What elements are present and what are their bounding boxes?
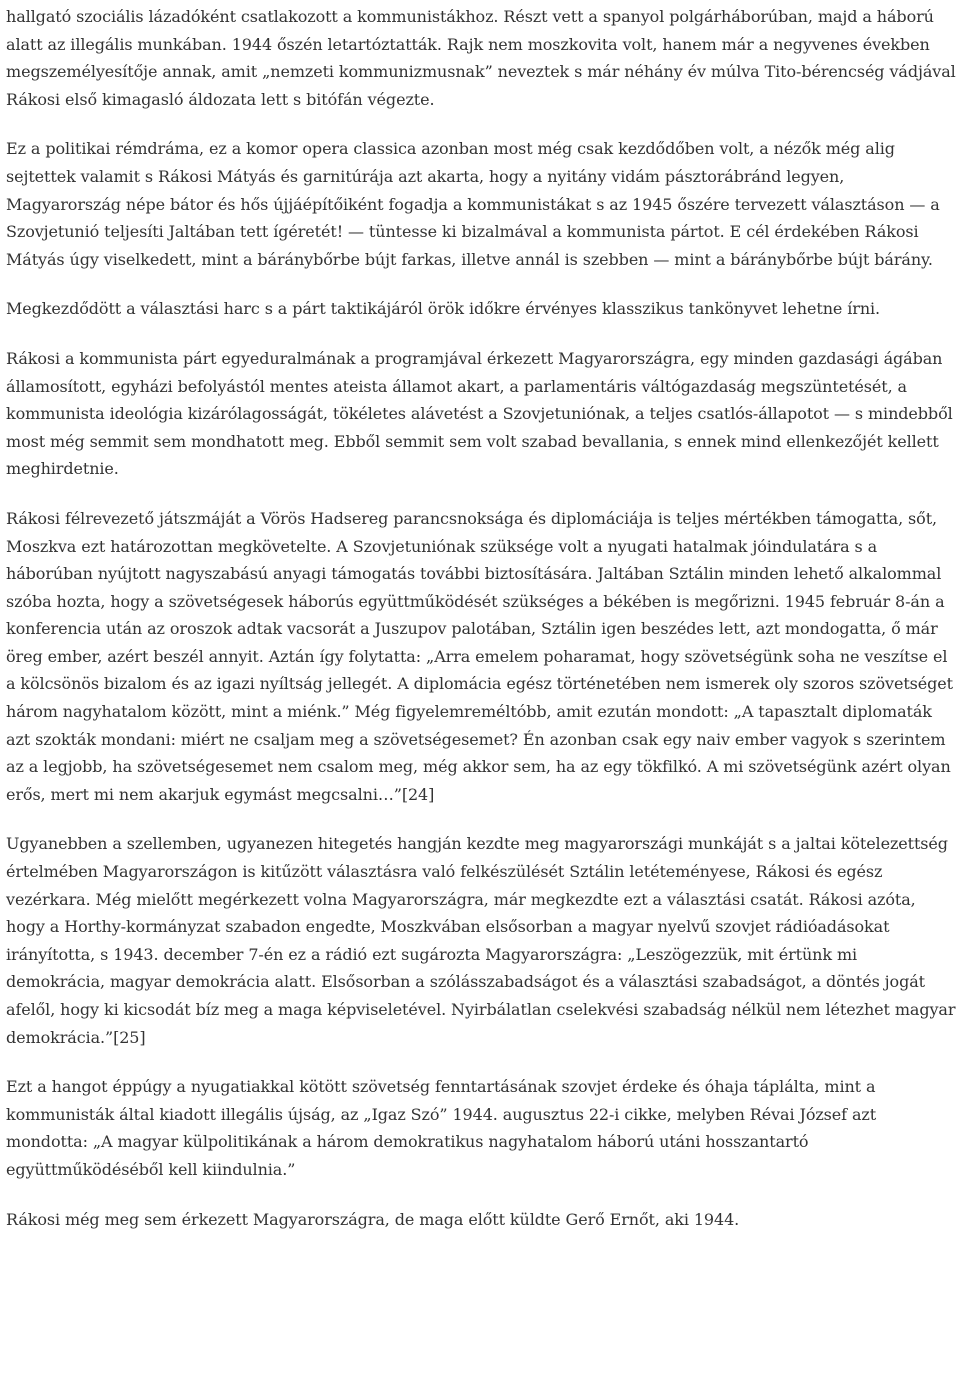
paragraph-2: Ez a politikai rémdráma, ez a komor opera classica azonban most még csak kezdődőben volt, a nézők még alig sejtettek valamit s Rákosi Mátyás és garnitúrája azt akarta, hogy a nyitány vidám pásztorábránd legyen, Magyarország népe bátor és hős újjáépítőiként fogadja a kommunistákat s az 1945 őszére tervezett választáson — a Szovjetunió teljesíti Jaltában tett ígéretét! — tüntesse ki bizalmával a kommunista pártot. E cél érdekében Rákosi Mátyás úgy viselkedett, mint a báránybőrbe bújt farkas, illetve annál is szebben — mint a báránybőrbe bújt bárány. — [6, 139, 940, 269]
paragraph-7: Ezt a hangot éppúgy a nyugatiakkal kötött szövetség fenntartásának szovjet érdeke és óhaja táplálta, mint a kommunisták által kiadott illegális újság, az „Igaz Szó” 1944. augusztus 22-i cikke, melyben Révai József azt mondotta: „A magyar külpolitikának a három demokratikus nagyhatalom háború utáni hosszantartó együttműködéséből kell kiindulnia.” — [6, 1077, 877, 1179]
paragraph-1: hallgató szociális lázadóként csatlakozott a kommunistákhoz. Részt vett a spanyol polgárháborúban, majd a háború alatt az illegális munkában. 1944 őszén letartóztatták. Rajk nem moszkovita volt, hanem már a negyvenes években megszemélyesítője annak, amit „nemzeti kommunizmusnak” neveztek s már néhány év múlva Tito-bérencség vádjával Rákosi első kimagasló áldozata lett s bitófán végezte. — [6, 7, 956, 109]
paragraph-3: Megkezdődött a választási harc s a párt taktikájáról örök időkre érvényes klasszikus tankönyvet lehetne írni. — [6, 299, 881, 319]
paragraph-5: Rákosi félrevezető játszmáját a Vörös Hadsereg parancsnoksága és diplomáciája is teljes mértékben támogatta, sőt, Moszkva ezt határozottan megkövetelte. A Szovjetuniónak szüksége volt a nyugati hatalmak jóindulatára s a háborúban nyújtott nagyszabású anyagi támogatás további biztosítására. Jaltában Sztálin minden lehető alkalommal szóba hozta, hogy a szövetségesek háborús együttműködését szükséges a békében is megőrizni. 1945 február 8-án a konferencia után az oroszok adtak vacsorát a Juszupov palotában, Sztálin igen beszédes lett, azt mondogatta, ő már öreg ember, azért beszél annyit. Aztán így folytatta: „Arra emelem poharamat, hogy szövetségünk soha ne veszítse el a kölcsönös bizalom és az igazi nyíltság jellegét. A diplomácia egész történetében nem ismerek oly szoros szövetséget három nagyhatalom között, mint a miénk.” Még figyelemreméltóbb, amit ezután mondott: „A tapasztalt diplomaták azt szokták mondani: miért ne csaljam meg a szövetségesemet? Én azonban csak egy naiv ember vagyok s szerintem az a legjobb, ha szövetségesemet nem csalom meg, még akkor sem, ha az egy tökfilkó. A mi szövetségünk azért olyan erős, mert mi nem akarjuk egymást megcsalni…”[24] — [6, 508, 953, 804]
paragraph-8: Rákosi még meg sem érkezett Magyarországra, de maga előtt küldte Gerő Ernőt, aki 1944. — [6, 1209, 740, 1229]
paragraph-6: Ugyanebben a szellemben, ugyanezen hitegetés hangján kezdte meg magyarországi munkáját s a jaltai kötelezettség értelmében Magyarországon is kitűzött választásra való felkészülését Sztálin letéteményese, Rákosi és egész vezérkara. Még mielőtt megérkezett volna Magyarországra, már megkezdte ezt a választási csatát. Rákosi azóta, hogy a Horthy-kormányzat szabadon engedte, Moszkvában elsősorban a magyar nyelvű szovjet rádióadásokat irányította, s 1943. december 7-én ez a rádió ezt sugározta Magyarországra: „Leszögezzük, mit értünk mi demokrácia, magyar demokrácia alatt. Elsősorban a szólásszabadságot és a választási szabadságot, a döntés jogát afelől, hogy ki kicsodát bíz meg a maga képviseletével. Nyirbálatlan cselekvési szabadság nélkül nem létezhet magyar demokrácia.”[25] — [6, 834, 956, 1047]
paragraph-4: Rákosi a kommunista párt egyeduralmának a programjával érkezett Magyarországra, egy minden gazdasági ágában államosított, egyházi befolyástól mentes ateista államot akart, a parlamentáris váltógazdaság megszüntetését, a kommunista ideológia kizárólagosságát, tökéletes alávetést a Szovjetuniónak, a teljes csatlós-állapotot — s mindebből most még semmit sem mondhatott meg. Ebből semmit sem volt szabad bevallania, s ennek mind ellenkezőjét kellett meghirdetnie. — [6, 348, 953, 479]
article-body — [6, 3, 958, 1255]
